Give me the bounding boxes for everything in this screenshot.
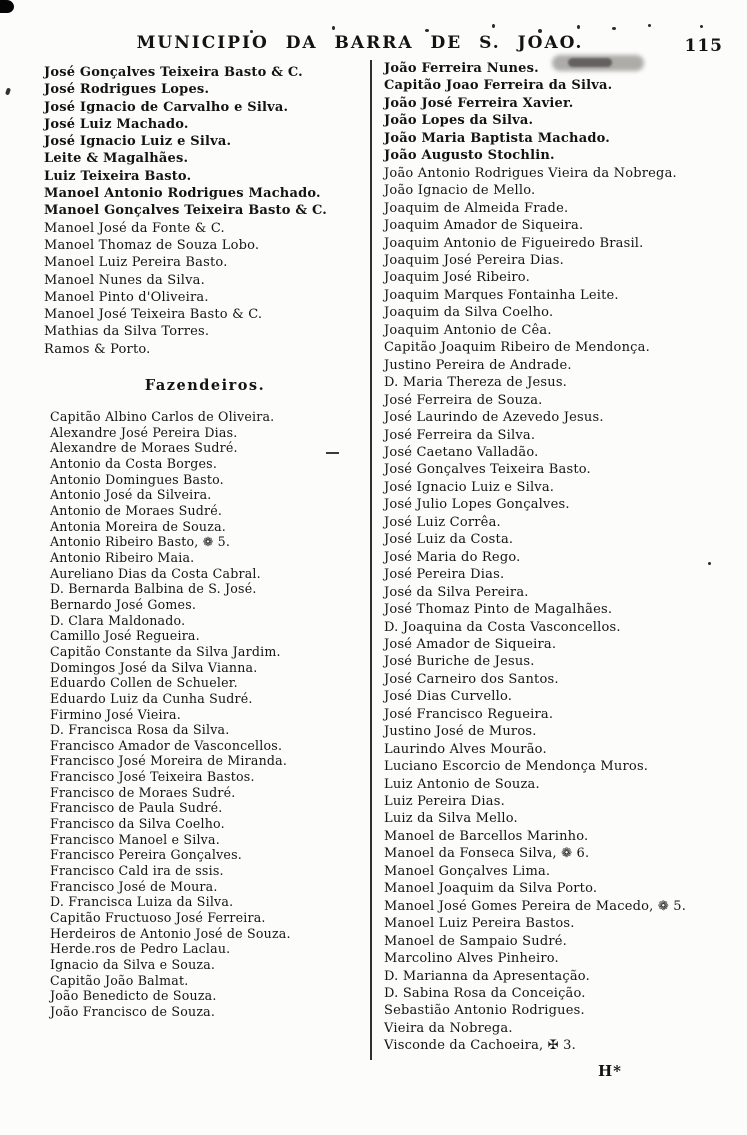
list-item: José Pereira Dias. (384, 567, 505, 583)
list-item: Manoel Luiz Pereira Bastos. (384, 916, 575, 932)
list-item: Manoel José Teixeira Basto & C. (44, 307, 263, 323)
list-item: José Thomaz Pinto de Magalhães. (384, 602, 613, 618)
list-item: Francisco José Teixeira Bastos. (50, 769, 255, 785)
scan-speckle (700, 25, 703, 28)
list-item: Vieira da Nobrega. (384, 1020, 513, 1036)
list-item: Capitão Constante da Silva Jardim. (50, 643, 281, 659)
list-item: José Ignacio de Carvalho e Silva. (44, 99, 289, 115)
list-item: Domingos José da Silva Vianna. (50, 659, 258, 675)
list-item: Luiz da Silva Mello. (384, 811, 518, 827)
list-item: Francisco Cald ira de ssis. (50, 863, 224, 879)
printer-signature-mark: H* (598, 1062, 623, 1080)
list-item: Francisco José Moreira de Miranda. (50, 753, 288, 769)
list-item: Eduardo Luiz da Cunha Sudré. (50, 690, 253, 706)
list-item: Luciano Escorcio de Mendonça Muros. (384, 759, 649, 775)
list-item: João Francisco de Souza. (50, 1003, 216, 1019)
list-item: José Ignacio Luiz e Silva. (384, 479, 555, 495)
page-number: 115 (684, 36, 723, 56)
list-item: Luiz Pereira Dias. (384, 794, 505, 810)
list-item: D. Bernarda Balbina de S. José. (50, 581, 257, 597)
list-item: Aureliano Dias da Costa Cabral. (50, 565, 261, 581)
list-item: João Augusto Stochlin. (384, 148, 555, 164)
list-item: José Dias Curvello. (384, 689, 513, 705)
list-item: Justino José de Muros. (384, 724, 537, 740)
list-item: Capitão João Balmat. (50, 972, 189, 988)
list-item: José Luiz Machado. (44, 116, 189, 132)
list-item: Luiz Teixeira Basto. (44, 168, 192, 184)
list-item: João Maria Baptista Machado. (384, 130, 610, 146)
list-item: Ignacio da Silva e Souza. (50, 957, 216, 973)
list-item: Manoel Pinto d'Oliveira. (44, 289, 209, 305)
list-item: Capitão Albino Carlos de Oliveira. (50, 409, 275, 425)
list-item: Francisco Manoel e Silva. (50, 831, 220, 847)
list-item: Antonio de Moraes Sudré. (50, 502, 223, 518)
list-item: Manoel Thomaz de Souza Lobo. (44, 237, 260, 253)
list-item: João José Ferreira Xavier. (384, 95, 574, 111)
list-item: Capitão Fructuoso José Ferreira. (50, 910, 266, 926)
list-item: D. Francisca Luiza da Silva. (50, 894, 234, 910)
list-item: Antonio Ribeiro Maia. (50, 549, 195, 565)
scan-speckle (5, 88, 11, 96)
list-item: José Luiz Corrêa. (384, 514, 501, 530)
page-title: MUNICIPIO DA BARRA DE S. JOAO. (136, 33, 584, 53)
list-item: D. Francisca Rosa da Silva. (50, 722, 230, 738)
list-item: Manoel Joaquim da Silva Porto. (384, 881, 598, 897)
scan-speckle (648, 24, 651, 27)
list-item: Ramos & Porto. (44, 341, 151, 357)
list-item: Alexandre de Moraes Sudré. (50, 440, 238, 456)
list-item: Alexandre José Pereira Dias. (50, 424, 238, 440)
list-item: José Buriche de Jesus. (384, 654, 535, 670)
list-item: Manoel de Barcellos Marinho. (384, 828, 589, 844)
section-heading-fazendeiros: Fazendeiros. (144, 377, 266, 395)
list-item: Antonio Ribeiro Basto, ❁ 5. (50, 534, 231, 550)
list-item: Manoel Luiz Pereira Basto. (44, 255, 228, 271)
list-item: José Maria do Rego. (384, 549, 521, 565)
list-item: Antonio Domingues Basto. (50, 471, 224, 487)
list-item: João Benedicto de Souza. (50, 988, 217, 1004)
list-item: Marcolino Alves Pinheiro. (384, 951, 559, 967)
list-item: Manoel Gonçalves Teixeira Basto & C. (44, 203, 328, 219)
left-column (44, 64, 366, 1020)
list-item: Manoel José Gomes Pereira de Macedo, ❁ 5. (384, 898, 687, 914)
list-item: Joaquim José Ribeiro. (384, 270, 530, 286)
list-item: José Francisco Regueira. (384, 706, 554, 722)
left-column-top-list (44, 64, 366, 358)
list-item: Manoel Antonio Rodrigues Machado. (44, 186, 321, 202)
list-item: Antonia Moreira de Souza. (50, 518, 226, 534)
list-item: Camillo José Regueira. (50, 628, 200, 644)
list-item: Herde.ros de Pedro Laclau. (50, 941, 231, 957)
list-item: José Amador de Siqueira. (384, 636, 557, 652)
list-item: Antonio da Costa Borges. (50, 456, 218, 472)
list-item: Mathias da Silva Torres. (44, 324, 210, 340)
list-item: Visconde da Cachoeira, ✠ 3. (384, 1038, 576, 1054)
list-item: Francisco Pereira Gonçalves. (50, 847, 242, 863)
list-item: José Luiz da Costa. (384, 532, 514, 548)
list-item: João Ignacio de Mello. (384, 183, 536, 199)
list-item: Manoel de Sampaio Sudré. (384, 933, 568, 949)
right-column (384, 60, 742, 1055)
list-item: Francisco Amador de Vasconcellos. (50, 737, 283, 753)
list-item: Francisco da Silva Coelho. (50, 816, 225, 832)
scan-speckle (612, 27, 616, 30)
fazendeiros-list (44, 409, 366, 1020)
list-item: José Ignacio Luiz e Silva. (44, 134, 232, 150)
list-item: José Julio Lopes Gonçalves. (384, 497, 570, 513)
list-item: Manoel da Fonseca Silva, ❁ 6. (384, 846, 590, 862)
list-item: Manoel Nunes da Silva. (44, 272, 205, 288)
list-item: Capitão Joaquim Ribeiro de Mendonça. (384, 340, 650, 356)
list-item: D. Maria Thereza de Jesus. (384, 375, 568, 391)
list-item: João Lopes da Silva. (384, 113, 534, 129)
list-item: Joaquim Antonio de Figueiredo Brasil. (384, 235, 644, 251)
list-item: José Laurindo de Azevedo Jesus. (384, 410, 604, 426)
list-item: Justino Pereira de Andrade. (384, 357, 572, 373)
list-item: Eduardo Collen de Schueler. (50, 675, 238, 691)
list-item: Joaquim Marques Fontainha Leite. (384, 287, 619, 303)
scan-speckle (492, 24, 495, 28)
list-item: Luiz Antonio de Souza. (384, 776, 540, 792)
list-item: Capitão Joao Ferreira da Silva. (384, 78, 613, 94)
list-item: D. Joaquina da Costa Vasconcellos. (384, 619, 621, 635)
list-item: Laurindo Alves Mourão. (384, 741, 547, 757)
list-item: José Gonçalves Teixeira Basto. (384, 462, 591, 478)
list-item: José Carneiro dos Santos. (384, 671, 559, 687)
list-item: Herdeiros de Antonio José de Souza. (50, 925, 291, 941)
list-item: Manoel Gonçalves Lima. (384, 863, 551, 879)
list-item: Joaquim Amador de Siqueira. (384, 218, 584, 234)
list-item: D. Sabina Rosa da Conceição. (384, 986, 586, 1002)
list-item: José Ferreira de Souza. (384, 392, 543, 408)
scan-speckle (332, 26, 335, 30)
list-item: Manoel José da Fonte & C. (44, 220, 225, 236)
list-item: Firmino José Vieira. (50, 706, 181, 722)
list-item: Joaquim Antonio de Cêa. (384, 322, 552, 338)
list-item: Francisco José de Moura. (50, 878, 218, 894)
list-item: Sebastião Antonio Rodrigues. (384, 1003, 585, 1019)
list-item: Joaquim José Pereira Dias. (384, 252, 564, 268)
list-item: João Antonio Rodrigues Vieira da Nobrega. (384, 165, 677, 181)
list-item: Bernardo José Gomes. (50, 596, 197, 612)
scan-speckle (425, 29, 429, 32)
list-item: Francisco de Paula Sudré. (50, 800, 223, 816)
list-item: João Ferreira Nunes. (384, 61, 539, 76)
list-item: José Ferreira da Silva. (384, 427, 536, 443)
scan-ink-blob (0, 0, 14, 13)
list-item: José Rodrigues Lopes. (44, 82, 210, 98)
list-item: José Caetano Valladão. (384, 444, 539, 460)
list-item: Joaquim da Silva Coelho. (384, 305, 554, 321)
list-item: José da Silva Pereira. (384, 584, 529, 600)
list-item: Joaquim de Almeida Frade. (384, 200, 569, 216)
list-item: José Gonçalves Teixeira Basto & C. (44, 65, 303, 80)
list-item: Francisco de Moraes Sudré. (50, 784, 236, 800)
list-item: D. Clara Maldonado. (50, 612, 186, 628)
list-item: Leite & Magalhães. (44, 151, 189, 167)
column-divider-rule (370, 60, 372, 1060)
list-item: Antonio José da Silveira. (50, 487, 212, 503)
scan-speckle (577, 25, 580, 29)
list-item: D. Marianna da Apresentação. (384, 968, 590, 984)
